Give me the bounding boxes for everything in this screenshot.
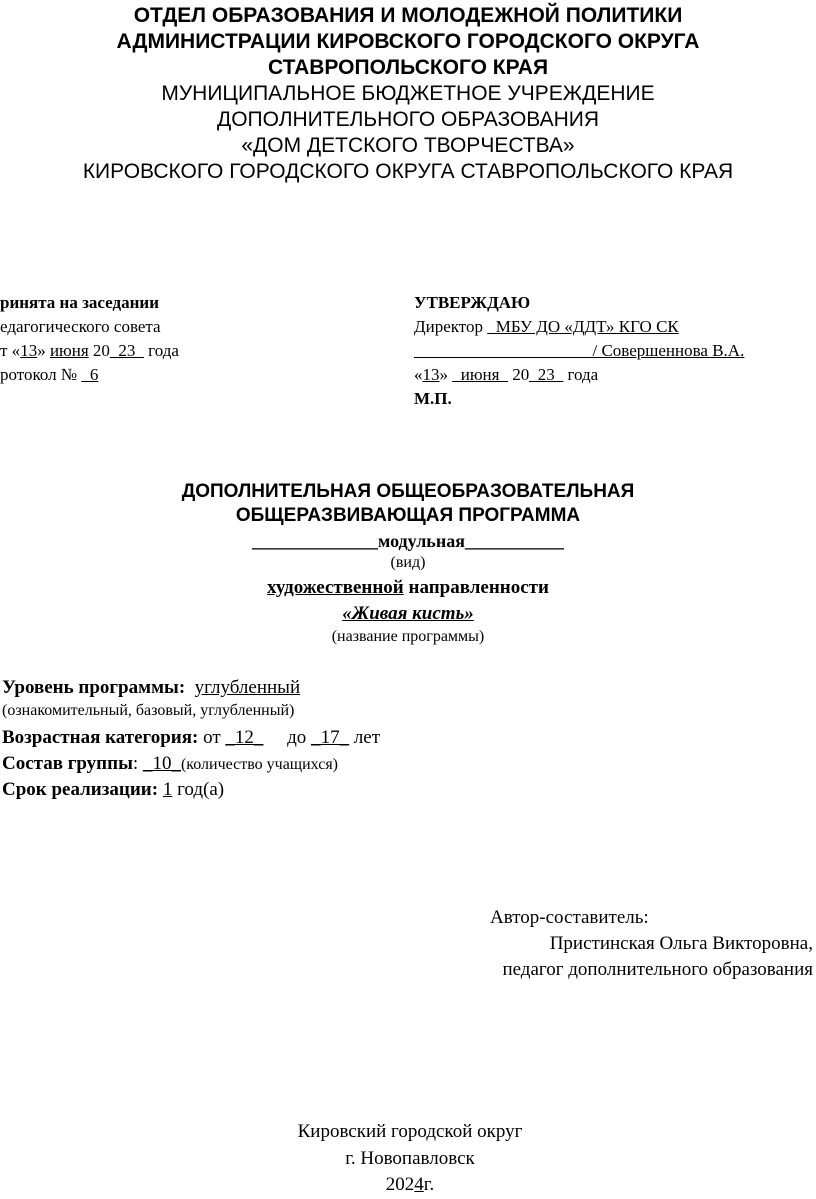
accepted-date-year-prefix: 20: [88, 341, 110, 360]
footer-line-2: г. Новопавловск: [345, 1148, 475, 1169]
age-to-label: до: [287, 727, 312, 748]
author-position: педагог дополнительного образования: [502, 959, 813, 980]
accepted-date-month: июня: [49, 341, 89, 360]
footer-year-suffix: г.: [423, 1174, 435, 1195]
protocol-label: ротокол №: [0, 365, 82, 384]
program-kind-hint: (вид): [390, 554, 426, 571]
accepted-title: ринята на заседании: [0, 293, 159, 312]
approve-date-close: »: [439, 365, 453, 384]
header-line-3: СТАВРОПОЛЬСКОГО КРАЯ: [267, 56, 549, 79]
approve-signature: [414, 340, 744, 362]
accepted-date-year: _23_: [109, 341, 144, 360]
age-row: [2, 726, 380, 750]
director-org: _МБУ ДО «ДДТ» КГО СК: [487, 317, 679, 336]
group-label: Состав группы: [2, 753, 133, 774]
header-line-1: ОТДЕЛ ОБРАЗОВАНИЯ И МОЛОДЕЖНОЙ ПОЛИТИКИ: [133, 4, 683, 27]
accepted-protocol: [0, 364, 98, 386]
group-colon: :: [132, 753, 143, 774]
approve-director: [414, 316, 679, 338]
header-line-4: МУНИЦИПАЛЬНОЕ БЮДЖЕТНОЕ УЧРЕЖДЕНИЕ: [161, 82, 655, 105]
program-direction: [0, 576, 816, 600]
program-kind: ______________модульная___________: [252, 531, 564, 551]
signature-name: / Совершеннова В.А.: [592, 341, 745, 360]
level-value: углубленный: [194, 677, 301, 698]
term-value: 1: [162, 779, 173, 800]
group-value: _10_: [142, 753, 181, 774]
term-unit: год(а): [172, 779, 225, 800]
level-label: Уровень программы:: [2, 677, 186, 698]
header-line-5: ДОПОЛНИТЕЛЬНОГО ОБРАЗОВАНИЯ: [216, 108, 600, 131]
age-from-label: от: [198, 727, 226, 748]
protocol-number: _6: [81, 365, 99, 384]
direction-label: направленности: [403, 577, 549, 598]
level-hint: (ознакомительный, базовый, углубленный): [2, 702, 295, 719]
term-row: [2, 778, 224, 802]
accepted-date: [0, 340, 179, 362]
director-label: Директор: [414, 317, 488, 336]
program-title-line-1: ДОПОЛНИТЕЛЬНАЯ ОБЩЕОБРАЗОВАТЕЛЬНАЯ: [181, 481, 635, 502]
author-name: Пристинская Ольга Викторовна,: [549, 933, 813, 954]
footer-year-prefix: 202: [385, 1174, 415, 1195]
footer-year: [2, 1171, 816, 1199]
approve-title: УТВЕРЖДАЮ: [414, 293, 531, 312]
author-label: Автор-составитель:: [490, 907, 649, 928]
signature-line: _____________________: [414, 341, 593, 360]
approve-date: [414, 364, 598, 386]
age-from: _12_: [225, 727, 264, 748]
accepted-date-day: 13: [20, 341, 38, 360]
accepted-date-suffix: года: [143, 341, 179, 360]
age-label: Возрастная категория:: [2, 727, 199, 748]
approve-date-suffix: года: [563, 365, 599, 384]
approve-date-open: «: [414, 365, 423, 384]
footer-year-digit: 4: [414, 1174, 424, 1195]
accepted-council: едагогического совета: [0, 317, 161, 336]
approve-date-day: 13: [422, 365, 440, 384]
approve-date-month: _июня_: [452, 365, 508, 384]
direction-value: художественной: [267, 577, 404, 598]
age-unit: лет: [349, 727, 381, 748]
header-line-7: КИРОВСКОГО ГОРОДСКОГО ОКРУГА СТАВРОПОЛЬСКОГО КРАЯ: [82, 160, 734, 183]
program-name-hint: (название программы): [331, 628, 485, 645]
accepted-date-mid: »: [37, 341, 50, 360]
term-label: Срок реализации:: [2, 779, 159, 800]
program-title-line-2: ОБЩЕРАЗВИВАЮЩАЯ ПРОГРАММА: [235, 505, 581, 526]
header-line-2: АДМИНИСТРАЦИИ КИРОВСКОГО ГОРОДСКОГО ОКРУГА: [116, 30, 700, 53]
group-hint: (количество учащихся): [180, 756, 339, 773]
group-row: [2, 752, 338, 777]
age-to: _17_: [311, 727, 350, 748]
approve-date-year: _23_: [529, 365, 564, 384]
approve-date-year-prefix: 20: [507, 365, 530, 384]
program-name: «Живая кисть»: [342, 603, 474, 624]
level-row: [2, 676, 300, 700]
accepted-date-prefix: т «: [0, 341, 21, 360]
header-line-6: «ДОМ ДЕТСКОГО ТВОРЧЕСТВА»: [241, 134, 575, 157]
footer-line-1: Кировский городской округ: [297, 1121, 523, 1142]
stamp-label: М.П.: [414, 389, 452, 408]
